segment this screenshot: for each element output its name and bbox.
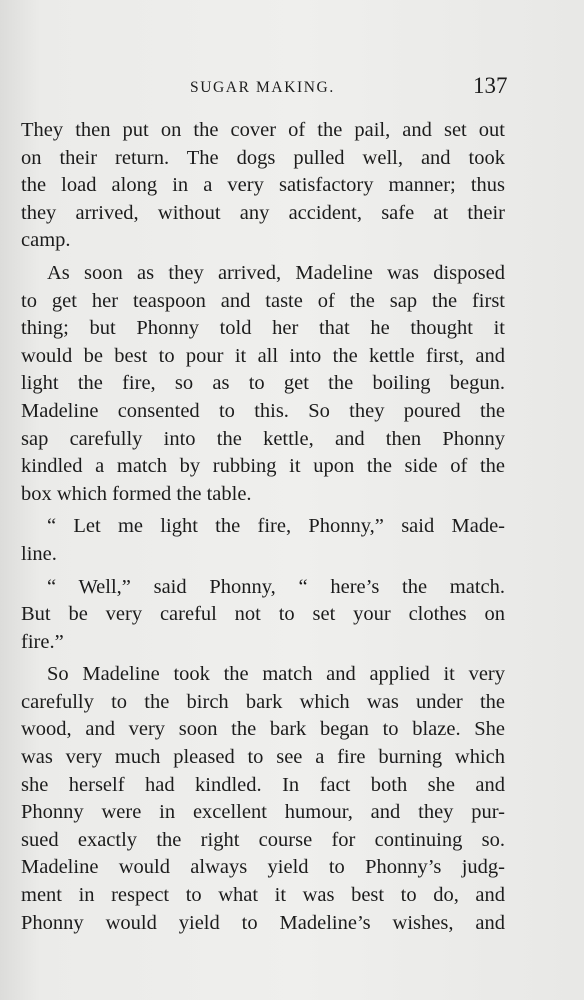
text-line: carefully to the birch bark which was under the: [21, 690, 505, 713]
text-line: Phonny would yield to Madeline’s wishes, and: [21, 911, 505, 934]
text-line: she herself had kindled. In fact both she and: [21, 773, 505, 796]
text-line: camp.: [21, 229, 71, 252]
text-line: box which formed the table.: [21, 482, 252, 505]
text-line: Madeline would always yield to Phonny’s judg-: [21, 856, 505, 879]
text-line: Madeline consented to this. So they poured the: [21, 399, 505, 422]
text-line: fire.”: [21, 630, 64, 653]
body-text: [21, 117, 505, 937]
text-line: would be best to pour it all into the kettle first, and: [21, 344, 505, 367]
page-header: [0, 73, 584, 105]
text-line: kindled a match by rubbing it upon the side of the: [21, 455, 505, 478]
text-line: light the fire, so as to get the boiling begun.: [21, 372, 505, 395]
text-line: They then put on the cover of the pail, and set out: [21, 119, 505, 141]
paragraph: [21, 661, 505, 937]
paragraph: [21, 574, 505, 657]
text-line: “ Let me light the fire, Phonny,” said Made-: [47, 515, 505, 538]
text-line: they arrived, without any accident, safe at their: [21, 201, 505, 224]
text-line: But be very careful not to set your clothes on: [21, 603, 505, 626]
text-line: the load along in a very satisfactory manner; thus: [21, 174, 505, 197]
text-line: ment in respect to what it was best to do, and: [21, 884, 505, 907]
running-head: SUGAR MAKING.: [190, 79, 335, 96]
text-line: So Madeline took the match and applied it very: [47, 663, 505, 686]
text-line: on their return. The dogs pulled well, and took: [21, 146, 505, 169]
text-line: was very much pleased to see a fire burning which: [21, 746, 505, 769]
text-line: thing; but Phonny told her that he thought it: [21, 317, 505, 340]
paragraph: [21, 260, 505, 508]
text-line: Phonny were in excellent humour, and they pur-: [21, 801, 505, 824]
text-line: As soon as they arrived, Madeline was disposed: [47, 261, 505, 284]
text-line: line.: [21, 542, 57, 565]
page-number: 137: [473, 73, 508, 98]
paragraph: [21, 513, 505, 568]
text-line: “ Well,” said Phonny, “ here’s the match.: [47, 575, 505, 598]
paragraph: [21, 117, 505, 255]
text-line: wood, and very soon the bark began to blaze. She: [21, 718, 505, 741]
text-line: sap carefully into the kettle, and then Phonny: [21, 427, 505, 450]
text-line: to get her teaspoon and taste of the sap the first: [21, 289, 505, 312]
text-line: sued exactly the right course for continuing so.: [21, 828, 505, 851]
